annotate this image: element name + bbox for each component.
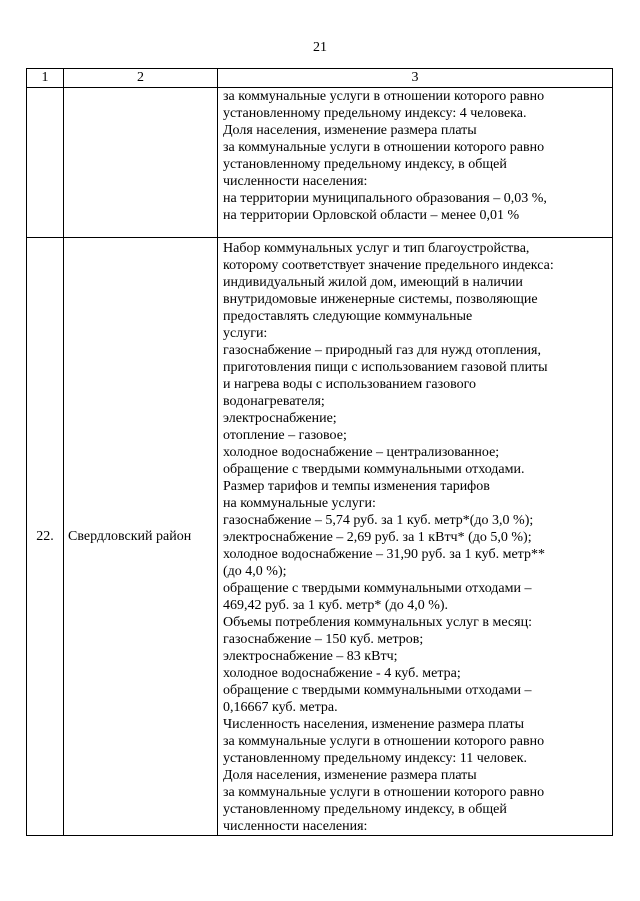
row-number-cell (27, 88, 64, 238)
content-line: на территории муниципального образования – 0,03 %, (223, 191, 547, 206)
content-line: которому соответствует значение предельного индекса: (223, 258, 554, 273)
row-number-cell: 22. (27, 238, 64, 836)
content-line: электроснабжение – 2,69 руб. за 1 кВтч* (до 5,0 %); (223, 530, 532, 545)
content-cell (218, 238, 613, 836)
content-cell (218, 88, 613, 238)
header-col-1: 1 (27, 69, 64, 88)
content-line: холодное водоснабжение – 31,90 руб. за 1 куб. метр** (223, 547, 545, 562)
content-line: на территории Орловской области – менее 0,01 % (223, 208, 520, 223)
content-line: Доля населения, изменение размера платы (223, 123, 477, 138)
content-line: обращение с твердыми коммунальными отходами – (223, 683, 532, 698)
district-cell: Свердловский район (64, 238, 218, 836)
content-line: численности населения: (223, 174, 368, 189)
content-line: установленному предельному индексу, в общей (223, 802, 507, 817)
header-col-2: 2 (64, 69, 218, 88)
content-line: газоснабжение – природный газ для нужд отопления, (223, 343, 541, 358)
content-line: численности населения: (223, 819, 368, 834)
content-line: Набор коммунальных услуг и тип благоустройства, (223, 241, 530, 256)
content-line: внутридомовые инженерные системы, позволяющие (223, 292, 538, 307)
content-line: водонагревателя; (223, 394, 325, 409)
content-line: на коммунальные услуги: (223, 496, 376, 511)
tariff-table (26, 68, 613, 836)
table-header-row (27, 69, 613, 88)
content-line: услуги: (223, 326, 268, 341)
content-line: приготовления пищи с использованием газовой плиты (223, 360, 548, 375)
content-line: Доля населения, изменение размера платы (223, 768, 477, 783)
content-line: электроснабжение – 83 кВтч; (223, 649, 398, 664)
table-row (27, 238, 613, 836)
content-line: Размер тарифов и темпы изменения тарифов (223, 479, 490, 494)
content-line: за коммунальные услуги в отношении которого равно (223, 89, 545, 104)
content-line: за коммунальные услуги в отношении которого равно (223, 785, 545, 800)
content-line: электроснабжение; (223, 411, 337, 426)
content-line: отопление – газовое; (223, 428, 347, 443)
content-line: холодное водоснабжение - 4 куб. метра; (223, 666, 461, 681)
content-line: газоснабжение – 5,74 руб. за 1 куб. метр*(до 3,0 %); (223, 513, 534, 528)
content-line: за коммунальные услуги в отношении которого равно (223, 734, 545, 749)
content-line: и нагрева воды с использованием газового (223, 377, 476, 392)
content-line: обращение с твердыми коммунальными отходами – (223, 581, 532, 596)
content-line: установленному предельному индексу: 11 человек. (223, 751, 528, 766)
content-line: холодное водоснабжение – централизованное; (223, 445, 500, 460)
table-row (27, 88, 613, 238)
content-line: установленному предельному индексу, в общей (223, 157, 507, 172)
content-line: 0,16667 куб. метра. (223, 700, 338, 715)
content-line: установленному предельному индексу: 4 человека. (223, 106, 527, 121)
header-col-3: 3 (218, 69, 613, 88)
content-line: обращение с твердыми коммунальными отходами. (223, 462, 525, 477)
content-line: 469,42 руб. за 1 куб. метр* (до 4,0 %). (223, 598, 449, 613)
content-line: предоставлять следующие коммунальные (223, 309, 473, 324)
content-line: газоснабжение – 150 куб. метров; (223, 632, 424, 647)
content-line: Численность населения, изменение размера платы (223, 717, 524, 732)
district-cell (64, 88, 218, 238)
page-number: 21 (313, 40, 327, 55)
content-line: Объемы потребления коммунальных услуг в месяц: (223, 615, 532, 630)
content-line: (до 4,0 %); (223, 564, 287, 579)
content-line: за коммунальные услуги в отношении которого равно (223, 140, 545, 155)
content-line: индивидуальный жилой дом, имеющий в наличии (223, 275, 523, 290)
